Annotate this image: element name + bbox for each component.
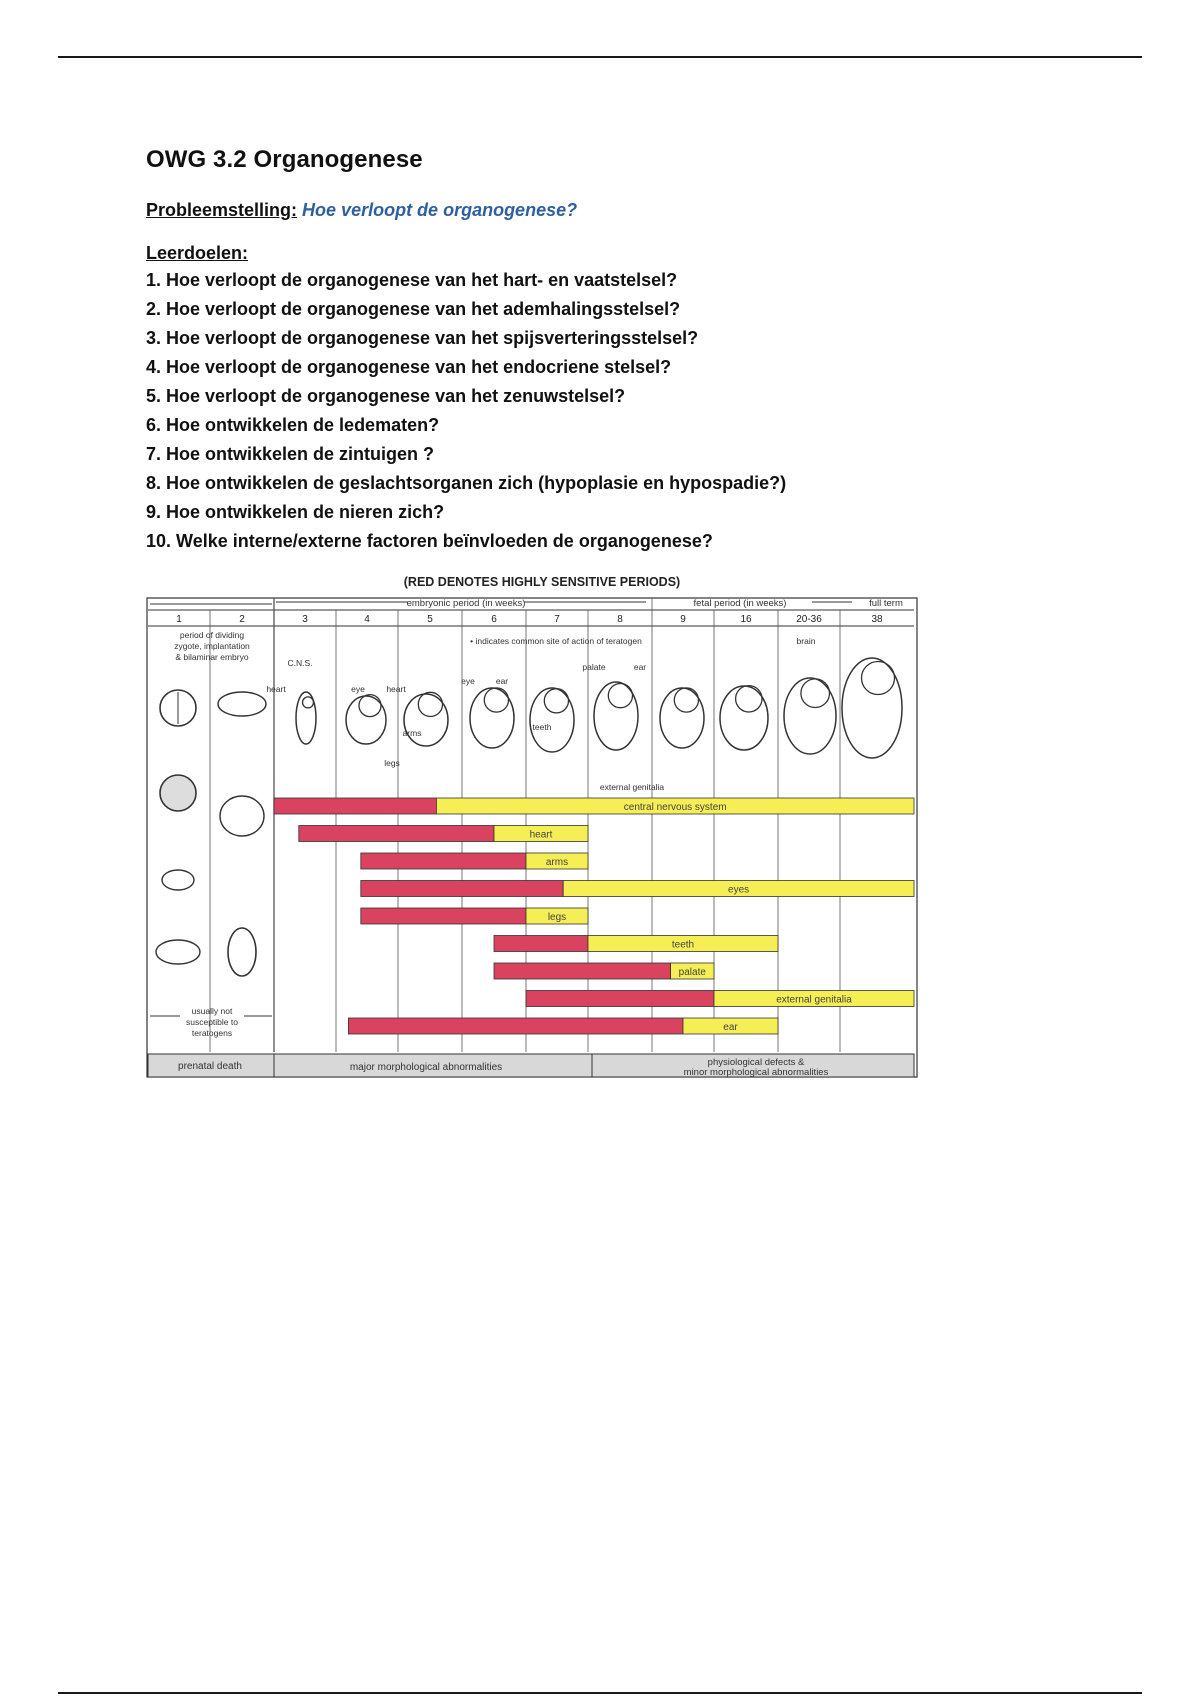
week-label: 16 — [740, 614, 752, 625]
week-label: 5 — [427, 614, 433, 625]
goal-item: 3. Hoe verloopt de organogenese van het spijsverteringsstelsel? — [146, 328, 699, 348]
week-label: 38 — [871, 614, 883, 625]
footer-prenatal-death: prenatal death — [178, 1061, 242, 1072]
fetal-period-label: fetal period (in weeks) — [693, 598, 787, 609]
bar-label: central nervous system — [623, 802, 727, 813]
footer-rule — [58, 1692, 1142, 1694]
bar-sensitive-1 — [299, 826, 494, 842]
site-label: teeth — [532, 722, 552, 732]
site-label: heart — [386, 684, 406, 694]
week-label: 3 — [302, 614, 308, 625]
bar-sensitive-2 — [361, 853, 526, 869]
bar-label: ear — [723, 1022, 738, 1033]
teratogen-sensitivity-figure — [146, 568, 918, 1078]
goals-heading: Leerdoelen: — [146, 243, 249, 263]
goal-item: 4. Hoe verloopt de organogenese van het endocriene stelsel? — [146, 357, 672, 377]
document-body — [146, 146, 1066, 556]
problem-statement — [146, 200, 1066, 221]
site-label: heart — [266, 684, 286, 694]
footer-major-abnormalities: major morphological abnormalities — [349, 1062, 503, 1073]
week-label: 4 — [364, 614, 370, 625]
site-label: brain — [796, 636, 816, 646]
week-label: 2 — [239, 614, 245, 625]
bar-sensitive-5 — [494, 936, 588, 952]
bar-label: eyes — [728, 884, 750, 896]
header-rule — [58, 56, 1142, 58]
week-label: 8 — [617, 614, 623, 625]
bar-sensitive-8 — [348, 1018, 683, 1034]
site-label: palate — [582, 662, 606, 672]
dividing-zygote-note: period of dividing — [179, 630, 245, 640]
embryonic-period-label: embryonic period (in weeks) — [406, 598, 526, 609]
goal-item: 1. Hoe verloopt de organogenese van het hart- en vaatstelsel? — [146, 270, 678, 290]
footer-physiological-defects: minor morphological abnormalities — [683, 1067, 829, 1078]
week-label: 20-36 — [796, 614, 822, 625]
goal-item: 8. Hoe ontwikkelen de geslachtsorganen zich (hypoplasie en hypospadie?) — [146, 473, 787, 493]
goal-item: 10. Welke interne/externe factoren beïnvloeden de organogenese? — [146, 531, 713, 551]
goal-item: 2. Hoe verloopt de organogenese van het ademhalingsstelsel? — [146, 299, 681, 319]
site-label: ear — [633, 662, 647, 672]
week-label: 1 — [176, 614, 182, 625]
week-label: 9 — [680, 614, 686, 625]
bar-sensitive-3 — [361, 881, 563, 897]
site-label: eye — [461, 676, 475, 686]
dividing-zygote-note: & bilaminar embryo — [175, 652, 249, 662]
morula-sketch — [160, 775, 196, 811]
page-title: OWG 3.2 Organogenese — [146, 146, 423, 173]
week-label: 7 — [554, 614, 560, 625]
site-label: arms — [402, 728, 422, 738]
site-label: legs — [384, 758, 400, 768]
not-susceptible-note: usually not — [191, 1006, 233, 1016]
not-susceptible-note: teratogens — [191, 1028, 233, 1038]
bar-label: palate — [678, 967, 706, 978]
site-label: C.N.S. — [287, 658, 313, 668]
bar-label: heart — [529, 829, 553, 841]
goal-item: 6. Hoe ontwikkelen de ledematen? — [146, 415, 440, 435]
site-label: eye — [351, 684, 365, 694]
bar-sensitive-6 — [494, 963, 671, 979]
not-susceptible-note: susceptible to — [186, 1017, 238, 1027]
week-label: 6 — [491, 614, 497, 625]
goal-item: 7. Hoe ontwikkelen de zintuigen ? — [146, 444, 435, 464]
goals-list — [146, 266, 1066, 556]
bar-label: arms — [545, 857, 569, 868]
site-label: external genitalia — [599, 782, 665, 792]
figure-title: (RED DENOTES HIGHLY SENSITIVE PERIODS) — [403, 575, 681, 589]
problem-question: Hoe verloopt de organogenese? — [302, 200, 578, 220]
goal-item: 5. Hoe verloopt de organogenese van het zenuwstelsel? — [146, 386, 626, 406]
bar-sensitive-7 — [526, 991, 714, 1007]
bar-sensitive-0 — [274, 798, 436, 814]
problem-label: Probleemstelling: — [146, 200, 298, 220]
goal-item: 9. Hoe ontwikkelen de nieren zich? — [146, 502, 445, 522]
site-label: ear — [495, 676, 509, 686]
bar-label: external genitalia — [776, 994, 852, 1006]
teratogen-note: • indicates common site of action of teratogen — [470, 636, 642, 646]
bar-label: legs — [547, 912, 567, 923]
full-term-label: full term — [869, 598, 903, 609]
bar-label: teeth — [671, 939, 695, 951]
footer-physiological-defects: physiological defects & — [707, 1057, 805, 1068]
bar-sensitive-4 — [361, 908, 526, 924]
dividing-zygote-note: zygote, implantation — [174, 641, 250, 651]
